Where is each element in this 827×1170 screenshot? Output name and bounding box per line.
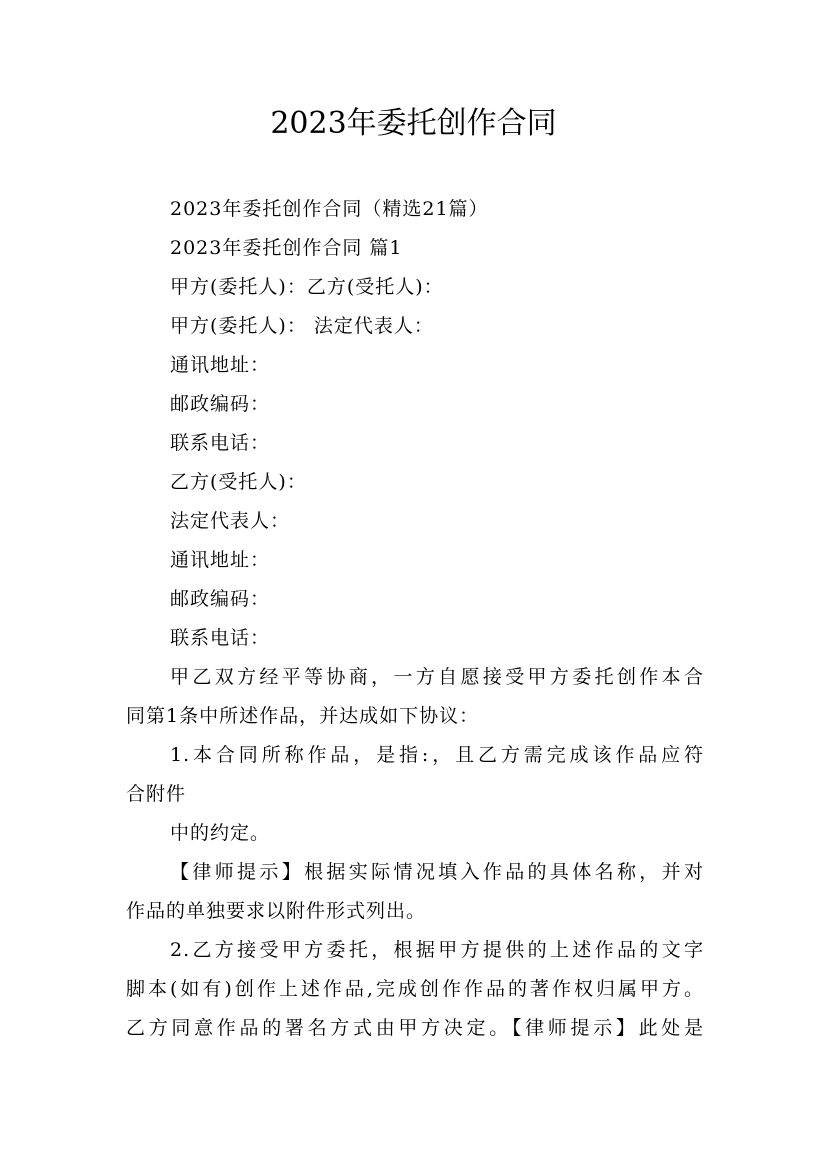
text-line: 2023年委托创作合同（精选21篇） [170,198,489,220]
text-line: 甲方(委托人)： 法定代表人： [170,315,434,337]
text-line: 乙方(受托人)： [170,471,307,493]
text-line: 2.乙方接受甲方委托，根据甲方提供的上述作品的文字 [170,939,704,961]
text-line: 合附件 [126,783,187,805]
document-body [126,190,704,1048]
text-line: 联系电话： [170,432,271,454]
text-line: 【律师提示】根据实际情况填入作品的具体名称，并对 [170,861,704,883]
text-line: 1.本合同所称作品，是指:，且乙方需完成该作品应符 [170,744,704,766]
text-line: 通讯地址： [170,549,271,571]
document-title: 2023年委托创作合同 [270,106,557,141]
text-line: 乙方同意作品的署名方式由甲方决定。【律师提示】此处是 [126,1017,704,1039]
text-line: 法定代表人： [170,510,291,532]
text-line: 脚本(如有)创作上述作品,完成创作作品的著作权归属甲方。 [126,978,704,1000]
text-line: 邮政编码： [170,393,271,415]
text-line: 作品的单独要求以附件形式列出。 [126,900,427,922]
text-line: 2023年委托创作合同 篇1 [170,237,403,259]
text-line: 联系电话： [170,627,271,649]
text-line: 通讯地址： [170,354,271,376]
text-line: 中的约定。 [170,822,271,844]
text-line: 同第1条中所述作品，并达成如下协议： [126,705,480,727]
text-line: 甲方(委托人)：乙方(受托人)： [170,276,444,298]
text-line: 邮政编码： [170,588,271,610]
text-line: 甲乙双方经平等协商，一方自愿接受甲方委托创作本合 [170,666,704,688]
